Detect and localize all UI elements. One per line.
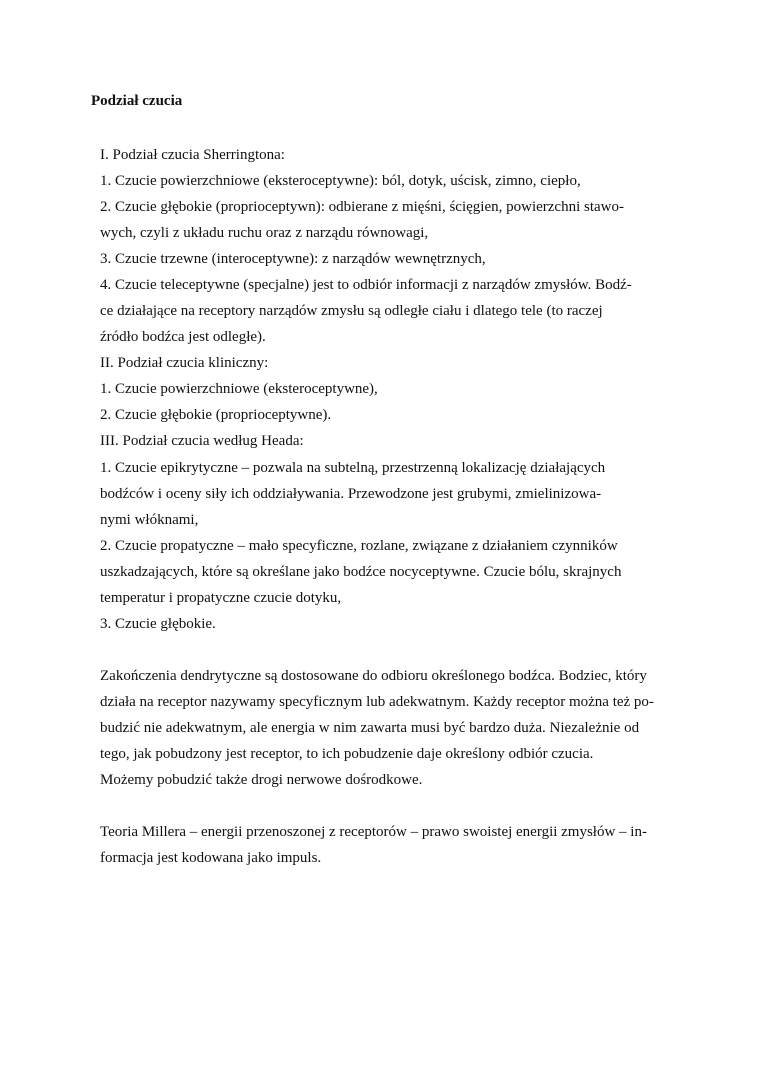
text-line: 2. Czucie głębokie (proprioceptywn): odbierane z mięśni, ścięgien, powierzchni stawo-	[100, 199, 624, 215]
text-line: 3. Czucie trzewne (interoceptywne): z narządów wewnętrznych,	[100, 251, 486, 267]
text-line: 1. Czucie powierzchniowe (eksteroceptywne): ból, dotyk, uścisk, zimno, ciepło,	[100, 173, 581, 189]
text-line: nymi włóknami,	[100, 512, 199, 528]
paragraph-line: Zakończenia dendrytyczne są dostosowane do odbioru określonego bodźca. Bodziec, który	[100, 668, 647, 684]
paragraph-line: Teoria Millera – energii przenoszonej z receptorów – prawo swoistej energii zmysłów – in-	[100, 824, 647, 840]
paragraph-line: formacja jest kodowana jako impuls.	[100, 850, 322, 866]
text-line: 2. Czucie głębokie (proprioceptywne).	[100, 407, 332, 423]
paragraph-line: działa na receptor nazywamy specyficznym lub adekwatnym. Każdy receptor można też po-	[100, 694, 654, 710]
text-line: temperatur i propatyczne czucie dotyku,	[100, 590, 342, 606]
page-title: Podział czucia	[91, 93, 183, 109]
paragraph-line: budzić nie adekwatnym, ale energia w nim zawarta musi być bardzo duża. Niezależnie od	[100, 720, 640, 736]
text-line: 1. Czucie epikrytyczne – pozwala na subtelną, przestrzenną lokalizację działających	[100, 460, 606, 476]
text-line: 2. Czucie propatyczne – mało specyficzne, rozlane, związane z działaniem czynników	[100, 538, 618, 554]
paragraph-line: tego, jak pobudzony jest receptor, to ich pobudzenie daje określony odbiór czucia.	[100, 746, 594, 762]
text-line: bodźców i oceny siły ich oddziaływania. Przewodzone jest grubymi, zmielinizowa-	[100, 486, 602, 502]
paragraph-line: Możemy pobudzić także drogi nerwowe dośrodkowe.	[100, 772, 423, 788]
text-line: ce działające na receptory narządów zmysłu są odległe ciału i dlatego tele (to raczej	[100, 303, 603, 319]
text-line: 1. Czucie powierzchniowe (eksteroceptywne),	[100, 381, 378, 397]
text-line: źródło bodźca jest odległe).	[100, 329, 266, 345]
text-line: 3. Czucie głębokie.	[100, 616, 216, 632]
text-line: wych, czyli z układu ruchu oraz z narządu równowagi,	[100, 225, 429, 241]
text-line: 4. Czucie teleceptywne (specjalne) jest to odbiór informacji z narządów zmysłów. Bodź-	[100, 277, 632, 293]
text-line-sherrington-heading: I. Podział czucia Sherringtona:	[100, 147, 285, 163]
text-line-head-heading: III. Podział czucia według Heada:	[100, 433, 304, 449]
text-line-clinical-heading: II. Podział czucia kliniczny:	[100, 355, 269, 371]
text-line: uszkadzających, które są określane jako bodźce nocyceptywne. Czucie bólu, skrajnych	[100, 564, 622, 580]
